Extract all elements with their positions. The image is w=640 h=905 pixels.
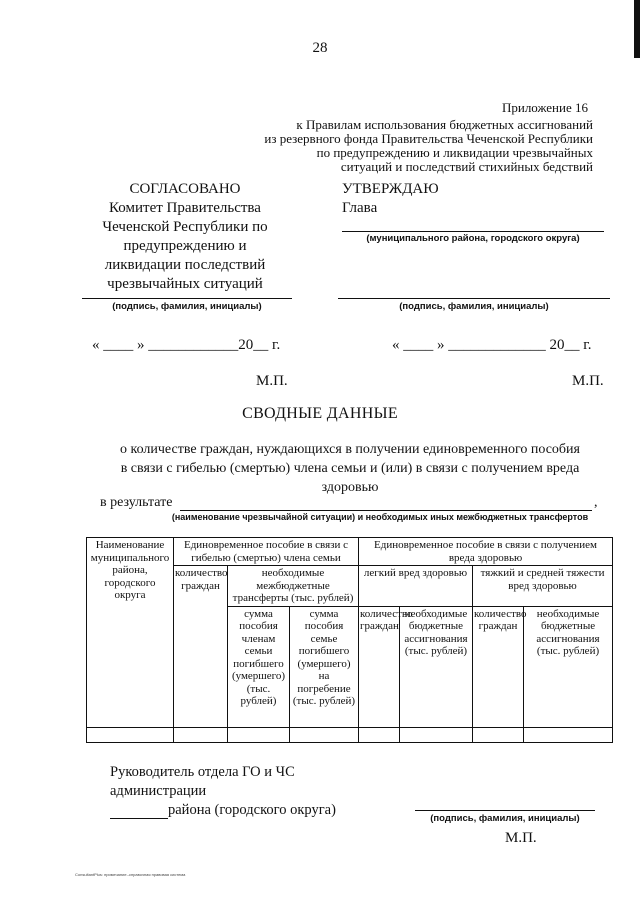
- summary-table: [86, 537, 613, 743]
- appendix-line: ситуаций и последствий стихийных бедствий: [340, 159, 593, 174]
- header-severe-transfers: необходимые бюджетные ассигнования (тыс. рублей): [524, 606, 613, 727]
- approval-right-line: Глава: [342, 200, 378, 216]
- approval-left-title: СОГЛАСОВАНО: [129, 181, 241, 197]
- table-cell: [359, 727, 400, 742]
- table-row: [87, 727, 613, 742]
- left-signature-caption: (подпись, фамилия, инициалы): [112, 301, 262, 312]
- left-date: « ____ » ____________20__ г.: [92, 337, 281, 353]
- result-line: [180, 510, 592, 511]
- print-stamp: ConsultantPlus: примечание.-справочная правовая система: [75, 872, 186, 877]
- district-line: [342, 231, 604, 232]
- appendix-line: из резервного фонда Правительства Чеченской Республики: [264, 131, 593, 146]
- right-stamp: М.П.: [572, 373, 604, 389]
- subtitle-line: о количестве граждан, нуждающихся в получении единовременного пособия: [120, 442, 580, 457]
- approval-left-line: предупреждению и: [123, 238, 247, 254]
- approval-left-line: Чеченской Республики по: [102, 219, 268, 235]
- footer-line: района (городского округа): [168, 802, 336, 818]
- appendix-line: к Правилам использования бюджетных ассигнований: [296, 117, 593, 132]
- left-stamp: М.П.: [256, 373, 288, 389]
- footer-block: [110, 763, 336, 820]
- result-label: в результате: [100, 495, 173, 510]
- table-cell: [473, 727, 524, 742]
- table-cell: [290, 727, 359, 742]
- right-date: « ____ » _____________ 20__ г.: [392, 337, 592, 353]
- table-cell: [174, 727, 228, 742]
- table-cell: [400, 727, 473, 742]
- header-light-count: количество граждан: [359, 606, 400, 727]
- appendix-title: Приложение 16: [501, 100, 588, 115]
- result-caption: (наименование чрезвычайной ситуации) и необходимых иных межбюджетных трансфертов: [171, 512, 589, 522]
- header-municipality: Наименование муниципального района, городского округа: [87, 538, 174, 728]
- right-signature-caption: (подпись, фамилия, инициалы): [399, 301, 549, 312]
- document-title: СВОДНЫЕ ДАННЫЕ: [242, 405, 398, 422]
- appendix-reference: [243, 118, 593, 174]
- header-severe-count: количество граждан: [473, 606, 524, 727]
- result-comma: ,: [594, 495, 598, 510]
- footer-stamp: М.П.: [505, 830, 537, 846]
- district-blank-line: [110, 818, 168, 819]
- page-number: 28: [312, 40, 328, 56]
- footer-signature-caption: (подпись, фамилия, инициалы): [430, 813, 580, 824]
- footer-line: Руководитель отдела ГО и ЧС: [110, 764, 295, 780]
- approval-left-line: чрезвычайных ситуаций: [107, 276, 263, 292]
- header-death-count: количество граждан: [174, 566, 228, 728]
- header-death-benefit: Единовременное пособие в связи с гибелью (смертью) члена семьи: [174, 538, 359, 566]
- approval-left-block: [75, 180, 295, 294]
- left-signature-line: [82, 298, 292, 299]
- footer-line: администрации: [110, 783, 207, 799]
- approval-left-line: ликвидации последствий: [104, 257, 266, 273]
- header-severe-harm: тяжкий и средней тяжести вред здоровью: [473, 566, 613, 607]
- header-sum-family: сумма пособия членам семьи погибшего (умершего) (тыс. рублей): [228, 606, 290, 727]
- header-death-transfers: необходимые межбюджетные трансферты (тыс. рублей): [228, 566, 359, 607]
- footer-signature-line: [415, 810, 595, 811]
- header-harm-benefit: Единовременное пособие в связи с получением вреда здоровью: [359, 538, 613, 566]
- header-light-transfers: необходимые бюджетные ассигнования (тыс. рублей): [400, 606, 473, 727]
- header-light-harm: легкий вред здоровью: [359, 566, 473, 607]
- subtitle-line: в связи с гибелью (смертью) члена семьи и (или) в связи с получением вреда: [120, 461, 580, 476]
- approval-left-line: Комитет Правительства: [109, 200, 261, 216]
- header-sum-burial: сумма пособия семье погибшего (умершего) на погребение (тыс. рублей): [290, 606, 359, 727]
- approval-right-block: [342, 180, 439, 218]
- table-cell: [87, 727, 174, 742]
- table-cell: [228, 727, 290, 742]
- approval-right-title: УТВЕРЖДАЮ: [342, 181, 439, 197]
- subtitle-line: здоровью: [321, 480, 379, 495]
- table-cell: [524, 727, 613, 742]
- document-subtitle: [90, 440, 610, 497]
- district-caption: (муниципального района, городского округа): [366, 233, 580, 244]
- right-signature-line: [338, 298, 610, 299]
- appendix-line: по предупреждению и ликвидации чрезвычайных: [316, 145, 593, 160]
